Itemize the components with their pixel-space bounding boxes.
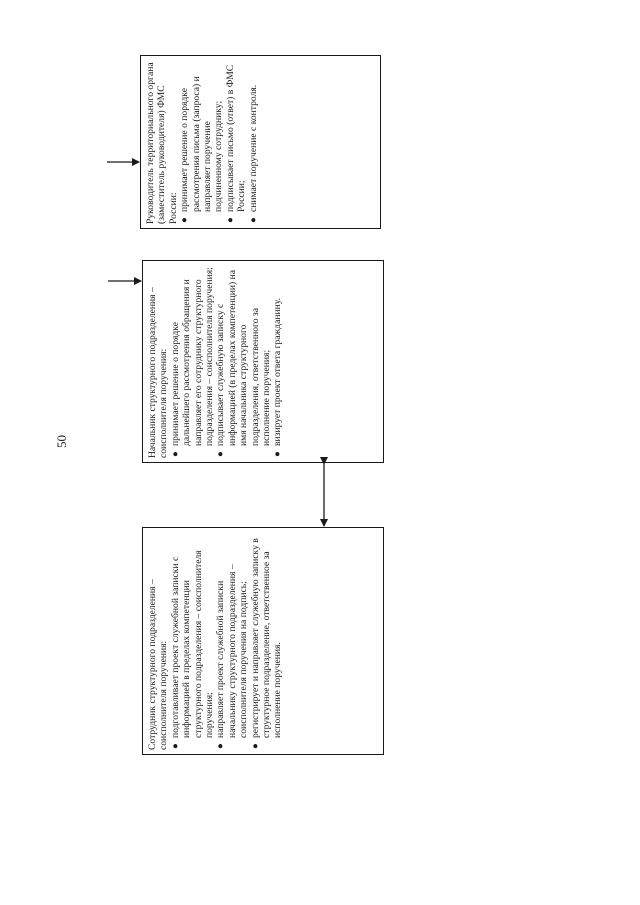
list-item-text: подписывает служебную записку с информацией (в пределах компетенции) на имя начальника структурного подразделения, ответственного за исполнение поручения;: [215, 269, 273, 446]
bullet-icon: ●: [249, 743, 261, 749]
list-item-text: подготавливает проект служебной записки с информацией в пределах компетенции структурного подразделения – соисполнителя поручения;: [169, 550, 216, 738]
bullet-icon: ●: [169, 743, 181, 749]
list-item-text: визирует проект ответа гражданину.: [272, 298, 284, 446]
bullet-icon: ●: [179, 217, 191, 223]
bullet-icon: ●: [215, 743, 227, 749]
bullet-icon: ●: [224, 217, 236, 223]
list-item-text: принимает решение о порядке рассмотрения письма (запроса) и направляет поручение подчиненному сотруднику;: [179, 76, 225, 212]
list-item-text: направляет проект служебной записки начальнику структурного подразделения – соисполнителя поручения на подпись;: [215, 564, 250, 738]
employee-box-title: Сотрудник структурного подразделения – соисполнителя поручения:: [147, 579, 170, 750]
bullet-icon: ●: [247, 217, 259, 223]
list-item-text: снимает поручение с контроля.: [247, 84, 259, 212]
bullet-icon: ●: [215, 451, 227, 457]
page-number: 50: [54, 435, 69, 448]
bullet-icon: ●: [272, 451, 284, 457]
bullet-icon: ●: [169, 451, 181, 457]
list-item-text: подписывает письмо (ответ) в ФМС России;: [224, 64, 248, 212]
head-box-title: Руководитель территориального органа (заместитель руководителя) ФМС России:: [145, 62, 179, 224]
chief-box-title: Начальник структурного подразделения – соисполнителя поручения:: [147, 287, 170, 458]
list-item-text: принимает решение о порядке дальнейшего рассмотрения обращения и направляет его сотруднику структурного подразделения – соисполнителя поручения;: [169, 267, 216, 446]
list-item-text: регистрирует и направляет служебную записку в структурное подразделение, ответственное за исполнение поручения.: [249, 538, 284, 738]
